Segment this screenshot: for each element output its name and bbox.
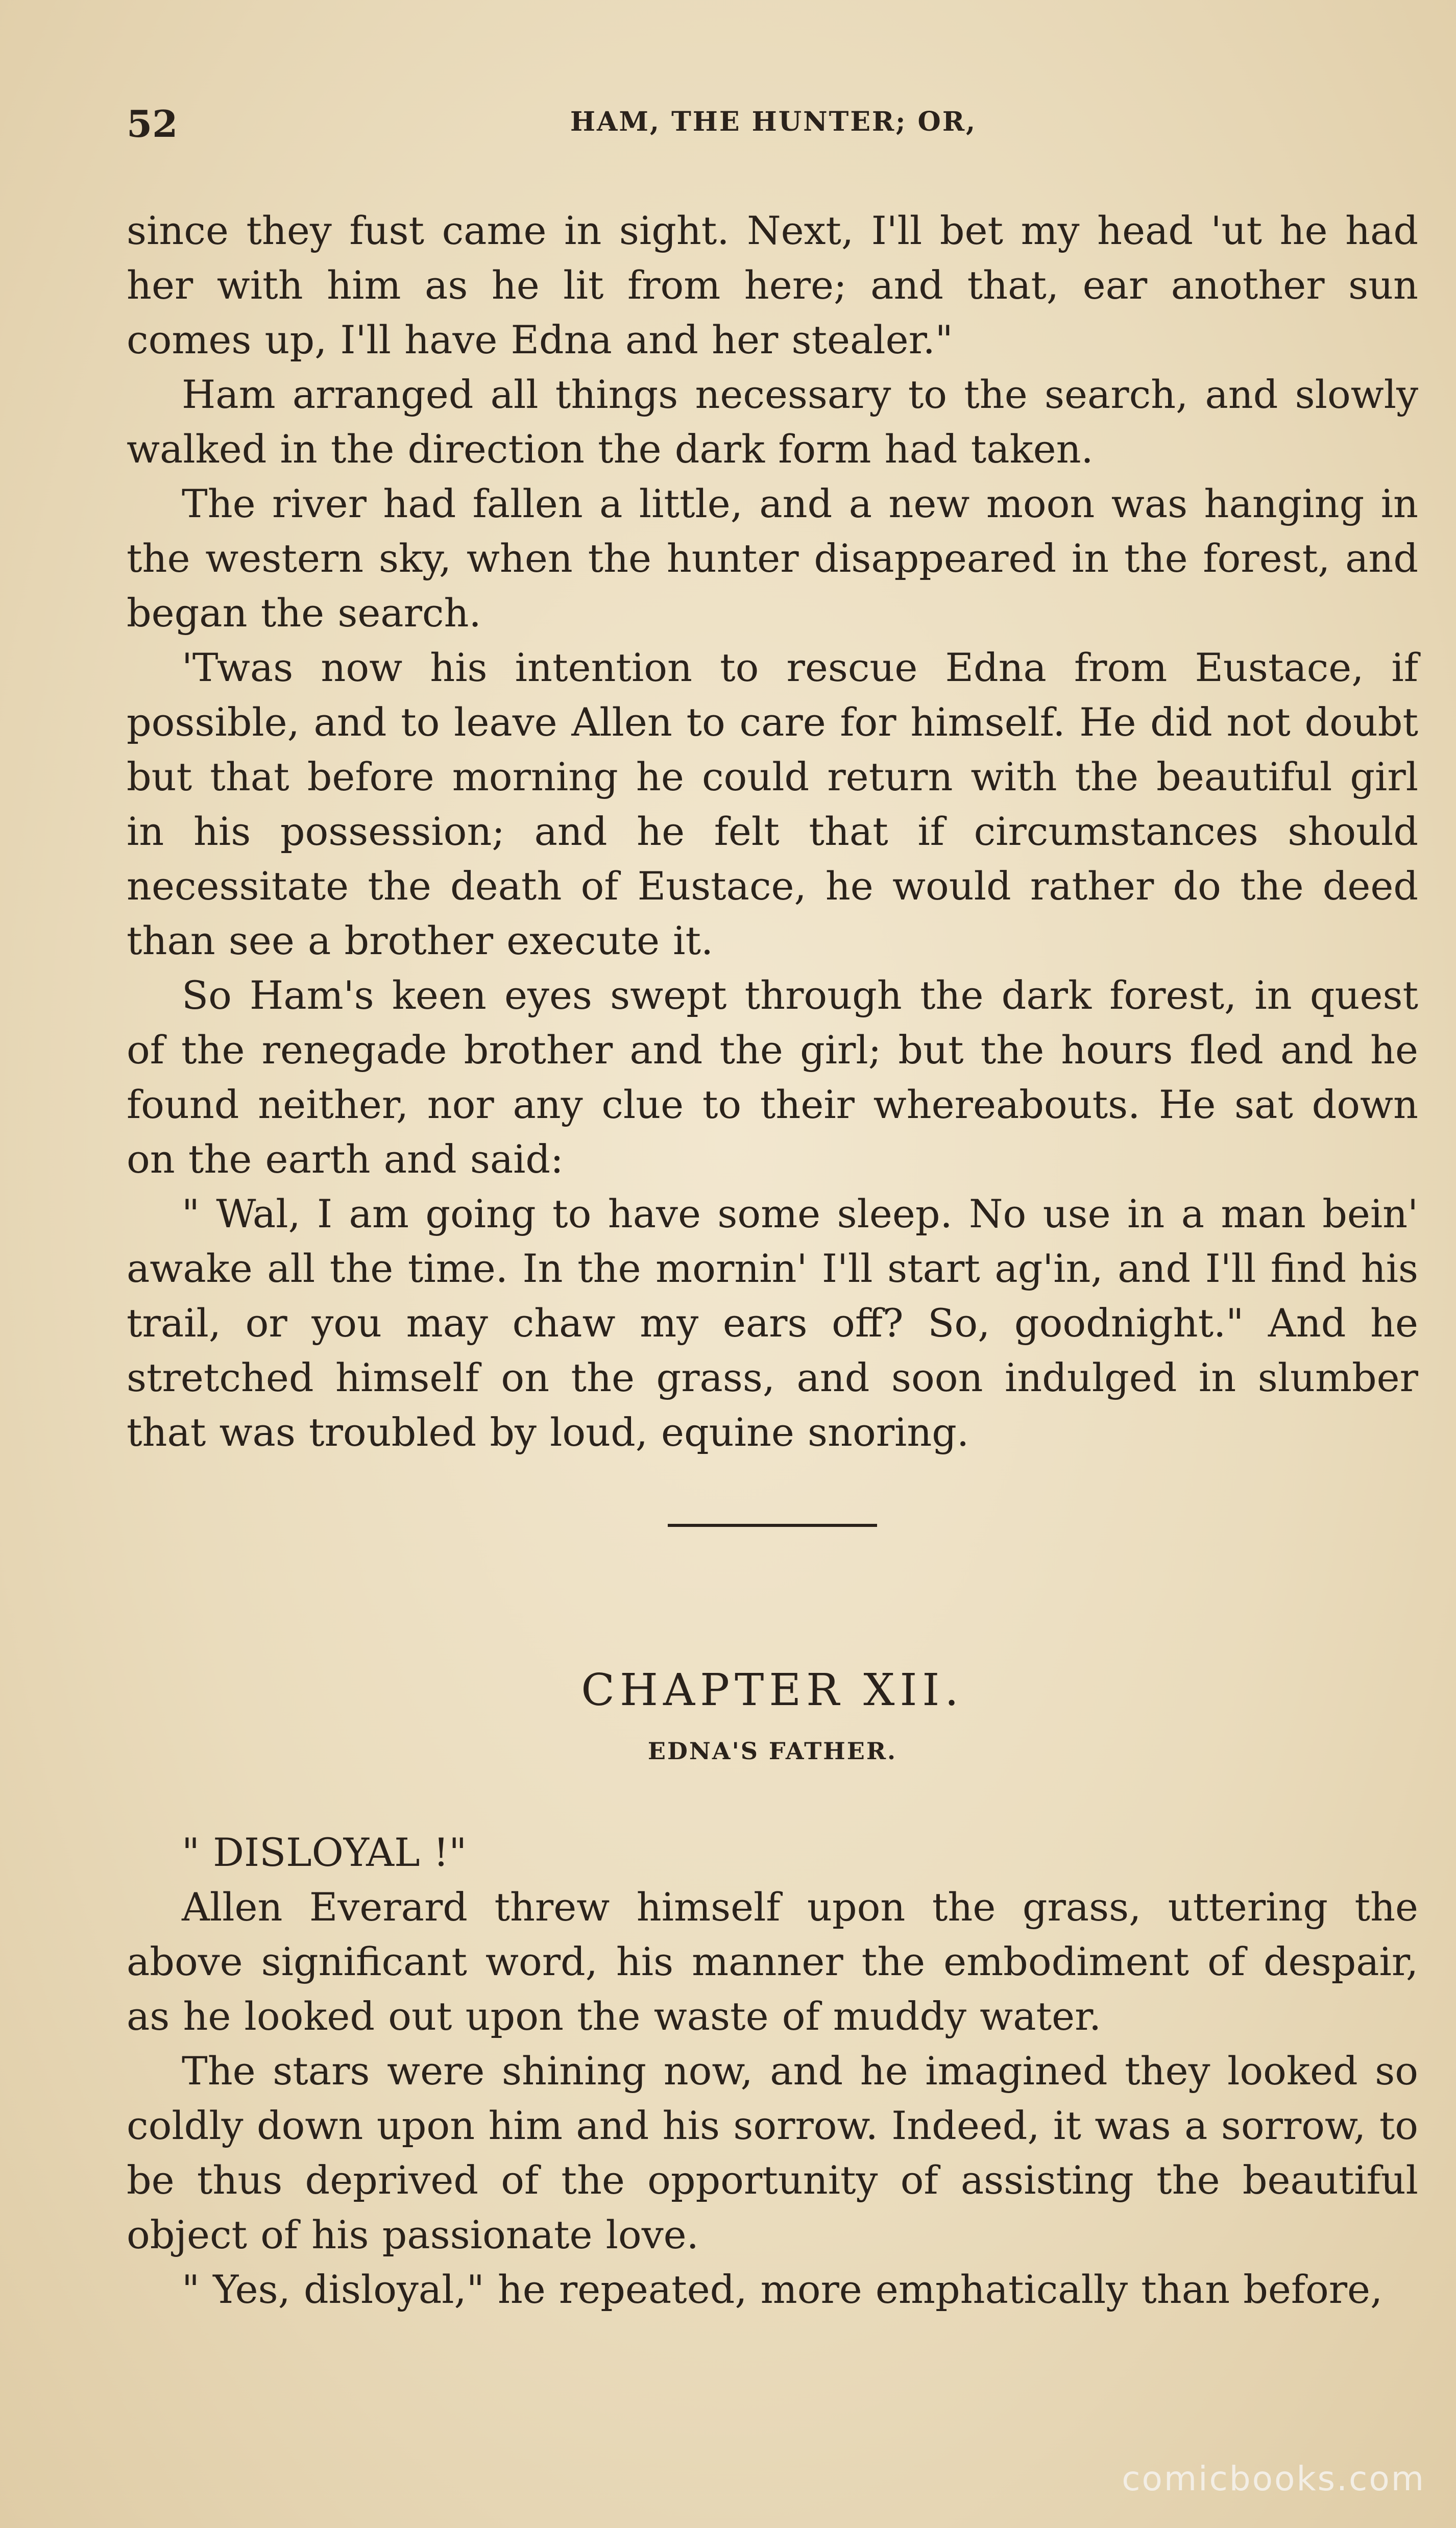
watermark: comicbooks.com [1122, 2459, 1425, 2498]
page-number: 52 [127, 102, 178, 145]
section-divider [668, 1524, 877, 1527]
chapter-title: CHAPTER XII. [581, 1665, 964, 1716]
paragraph-continued: since they fust came in sight. Next, I'll bet my head 'ut he had her with him as he lit from here; and that, ear another sun comes up, I'll have Edna and her stealer." [127, 208, 1418, 362]
paragraph: 'Twas now his intention to rescue Edna from Eustace, if possible, and to leave Allen to care for himself. He did not doubt but that before morning he could return with the beautiful girl in his possession; and he felt that if circumstances should necessitate the death of Eustace, he would rather do the deed than see a brother execute it. [127, 645, 1418, 963]
paragraph: " Wal, I am going to have some sleep. No use in a man bein' awake all the time. In the mornin' I'll start ag'in, and I'll find his trail, or you may chaw my ears off? So, goodnight." And he stretched himself on the grass, and soon indulged in slumber that was troubled by loud, equine snoring. [127, 1191, 1418, 1455]
paragraph: Ham arranged all things necessary to the search, and slowly walked in the direction the dark form had taken. [127, 372, 1418, 472]
running-title: HAM, THE HUNTER; OR, [570, 106, 977, 137]
page-header [127, 102, 1420, 158]
paragraph: So Ham's keen eyes swept through the dark forest, in quest of the renegade brother and the girl; but the hours fled and he found neither, nor any clue to their whereabouts. He sat down on the earth and said: [127, 973, 1418, 1182]
paragraph: " Yes, disloyal," he repeated, more emphatically than before, [182, 2267, 1383, 2312]
paragraph: Allen Everard threw himself upon the grass, uttering the above significant word, his manner the embodiment of despair, as he looked out upon the waste of muddy water. [127, 1884, 1418, 2039]
chapter-subtitle: EDNA'S FATHER. [647, 1737, 897, 1765]
chapter-text [127, 1825, 1418, 2317]
chapter-opening-line: " DISLOYAL !" [182, 1830, 467, 1875]
page-body [127, 203, 1418, 2317]
paragraph: The stars were shining now, and he imagined they looked so coldly down upon him and his sorrow. Indeed, it was a sorrow, to be thus deprived of the opportunity of assisting the beautiful object of his passionate love. [127, 2048, 1418, 2257]
paragraph: The river had fallen a little, and a new moon was hanging in the western sky, when the hunter disappeared in the forest, and began the search. [127, 481, 1418, 636]
